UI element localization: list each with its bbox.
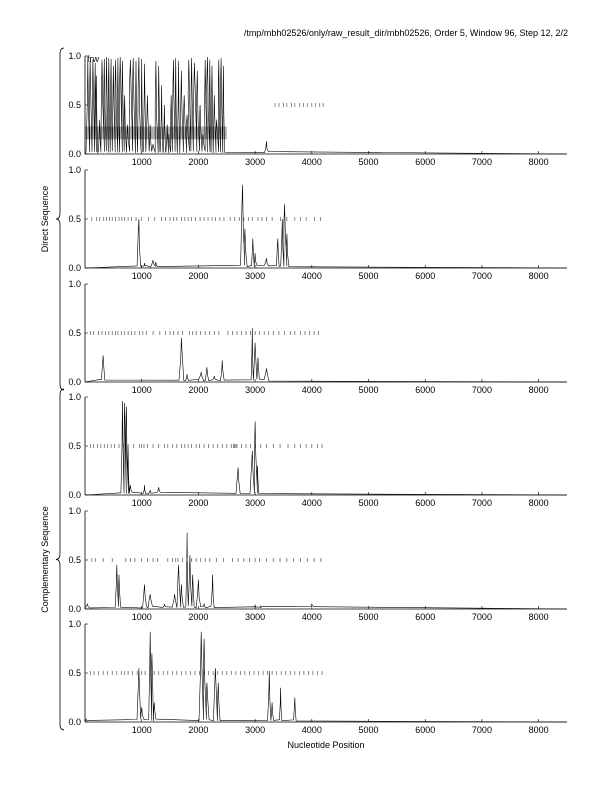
page-header: /tmp/mbh02526/only/raw_result_dir/mbh02526, Order 5, Window 96, Step 12, 2/2 (243, 28, 568, 38)
x-tick-label: 8000 (528, 157, 549, 167)
x-tick-label: 6000 (415, 612, 436, 622)
x-tick-label: 1000 (131, 612, 152, 622)
x-tick-label: 6000 (415, 725, 436, 735)
x-tick-label: 6000 (415, 157, 436, 167)
x-tick-label: 4000 (301, 498, 322, 508)
x-axis-title: Nucleotide Position (287, 740, 365, 750)
x-tick-label: 5000 (358, 385, 379, 395)
x-tick-label: 5000 (358, 725, 379, 735)
y-tick-label: 1.0 (68, 165, 81, 175)
x-tick-label: 8000 (528, 725, 549, 735)
x-tick-label: 5000 (358, 612, 379, 622)
x-tick-label: 4000 (301, 157, 322, 167)
y-tick-label: 0.5 (68, 328, 81, 338)
x-tick-label: 5000 (358, 157, 379, 167)
series-line (85, 632, 567, 722)
x-tick-label: 2000 (188, 271, 209, 281)
x-tick-label: 7000 (471, 385, 492, 395)
y-tick-label: 1.0 (68, 279, 81, 289)
x-tick-label: 7000 (471, 725, 492, 735)
x-tick-label: 1000 (131, 271, 152, 281)
x-tick-label: 4000 (301, 612, 322, 622)
x-tick-label: 4000 (301, 385, 322, 395)
series-line (85, 533, 567, 609)
x-tick-label: 8000 (528, 271, 549, 281)
x-tick-label: 2000 (188, 385, 209, 395)
x-tick-label: 2000 (188, 157, 209, 167)
y-tick-label: 0.5 (68, 668, 81, 678)
series-line (85, 328, 567, 382)
x-tick-label: 6000 (415, 498, 436, 508)
x-tick-label: 1000 (131, 725, 152, 735)
y-tick-label: 1.0 (68, 392, 81, 402)
y-tick-label: 0.5 (68, 441, 81, 451)
series-line (85, 57, 567, 154)
x-tick-label: 2000 (188, 612, 209, 622)
y-tick-label: 0.0 (68, 149, 81, 159)
x-tick-label: 8000 (528, 385, 549, 395)
group-label: Complementary Sequence (40, 506, 50, 613)
x-tick-label: 3000 (245, 271, 266, 281)
x-tick-label: 3000 (245, 385, 266, 395)
y-tick-label: 0.0 (68, 377, 81, 387)
y-tick-label: 0.5 (68, 214, 81, 224)
x-tick-label: 3000 (245, 612, 266, 622)
y-tick-label: 1.0 (68, 619, 81, 629)
x-tick-label: 3000 (245, 498, 266, 508)
group-brace (56, 389, 64, 730)
x-tick-label: 7000 (471, 498, 492, 508)
x-tick-label: 3000 (245, 725, 266, 735)
y-tick-label: 0.0 (68, 490, 81, 500)
y-tick-label: 0.5 (68, 100, 81, 110)
x-tick-label: 2000 (188, 498, 209, 508)
group-brace (56, 48, 64, 390)
x-tick-label: 7000 (471, 271, 492, 281)
x-tick-label: 7000 (471, 157, 492, 167)
y-tick-label: 0.0 (68, 604, 81, 614)
y-tick-label: 1.0 (68, 506, 81, 516)
x-tick-label: 5000 (358, 271, 379, 281)
y-tick-label: 0.5 (68, 555, 81, 565)
group-label: Direct Sequence (40, 185, 50, 253)
x-tick-label: 1000 (131, 385, 152, 395)
series-line (85, 401, 567, 495)
x-tick-label: 1000 (131, 498, 152, 508)
series-line (85, 185, 567, 268)
x-tick-label: 6000 (415, 271, 436, 281)
x-tick-label: 1000 (131, 157, 152, 167)
legend-text: frw (87, 54, 99, 64)
x-tick-label: 7000 (471, 612, 492, 622)
x-tick-label: 4000 (301, 271, 322, 281)
y-tick-label: 0.0 (68, 717, 81, 727)
x-tick-label: 6000 (415, 385, 436, 395)
x-tick-label: 4000 (301, 725, 322, 735)
x-tick-label: 2000 (188, 725, 209, 735)
y-tick-label: 1.0 (68, 51, 81, 61)
x-tick-label: 3000 (245, 157, 266, 167)
x-tick-label: 5000 (358, 498, 379, 508)
y-tick-label: 0.0 (68, 263, 81, 273)
x-tick-label: 8000 (528, 498, 549, 508)
x-tick-label: 8000 (528, 612, 549, 622)
